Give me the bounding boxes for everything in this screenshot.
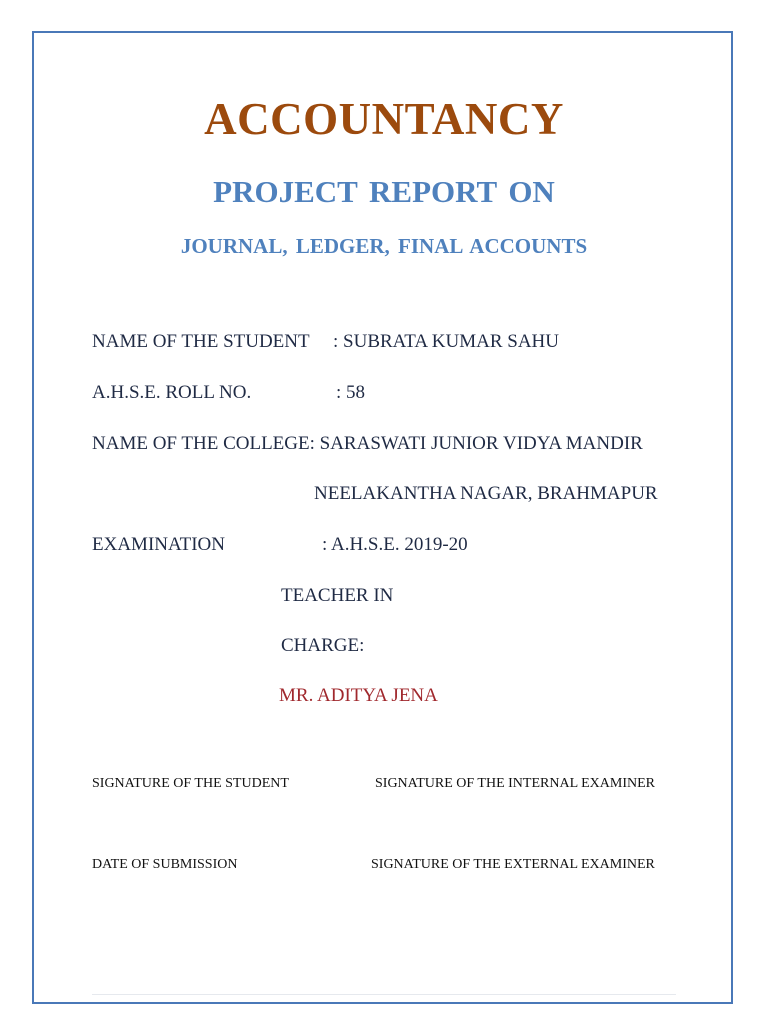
teacher-name: MR. ADITYA JENA bbox=[279, 685, 438, 706]
signature-student-label: SIGNATURE OF THE STUDENT bbox=[92, 776, 289, 791]
student-name-value: : SUBRATA KUMAR SAHU bbox=[333, 331, 559, 352]
signature-internal-examiner-label: SIGNATURE OF THE INTERNAL EXAMINER bbox=[375, 776, 655, 791]
signature-external-examiner-label: SIGNATURE OF THE EXTERNAL EXAMINER bbox=[371, 857, 655, 872]
document-topics: JOURNAL, LEDGER, FINAL ACCOUNTS bbox=[180, 234, 588, 258]
document-subtitle: PROJECT REPORT ON bbox=[213, 174, 555, 209]
examination-label: EXAMINATION bbox=[92, 534, 225, 555]
teacher-label-line1: TEACHER IN bbox=[281, 585, 394, 606]
teacher-label-line2: CHARGE: bbox=[281, 635, 365, 656]
college-name-line1: NAME OF THE COLLEGE: SARASWATI JUNIOR VIDYA MANDIR bbox=[92, 433, 643, 454]
document-title: ACCOUNTANCY bbox=[204, 94, 564, 144]
roll-number-value: : 58 bbox=[336, 382, 366, 403]
college-name-line2: NEELAKANTHA NAGAR, BRAHMAPUR bbox=[314, 483, 658, 504]
footer-divider bbox=[92, 994, 676, 995]
roll-number-label: A.H.S.E. ROLL NO. bbox=[92, 382, 252, 403]
examination-value: : A.H.S.E. 2019-20 bbox=[322, 534, 468, 555]
date-of-submission-label: DATE OF SUBMISSION bbox=[92, 857, 238, 872]
student-name-label: NAME OF THE STUDENT bbox=[92, 331, 310, 352]
